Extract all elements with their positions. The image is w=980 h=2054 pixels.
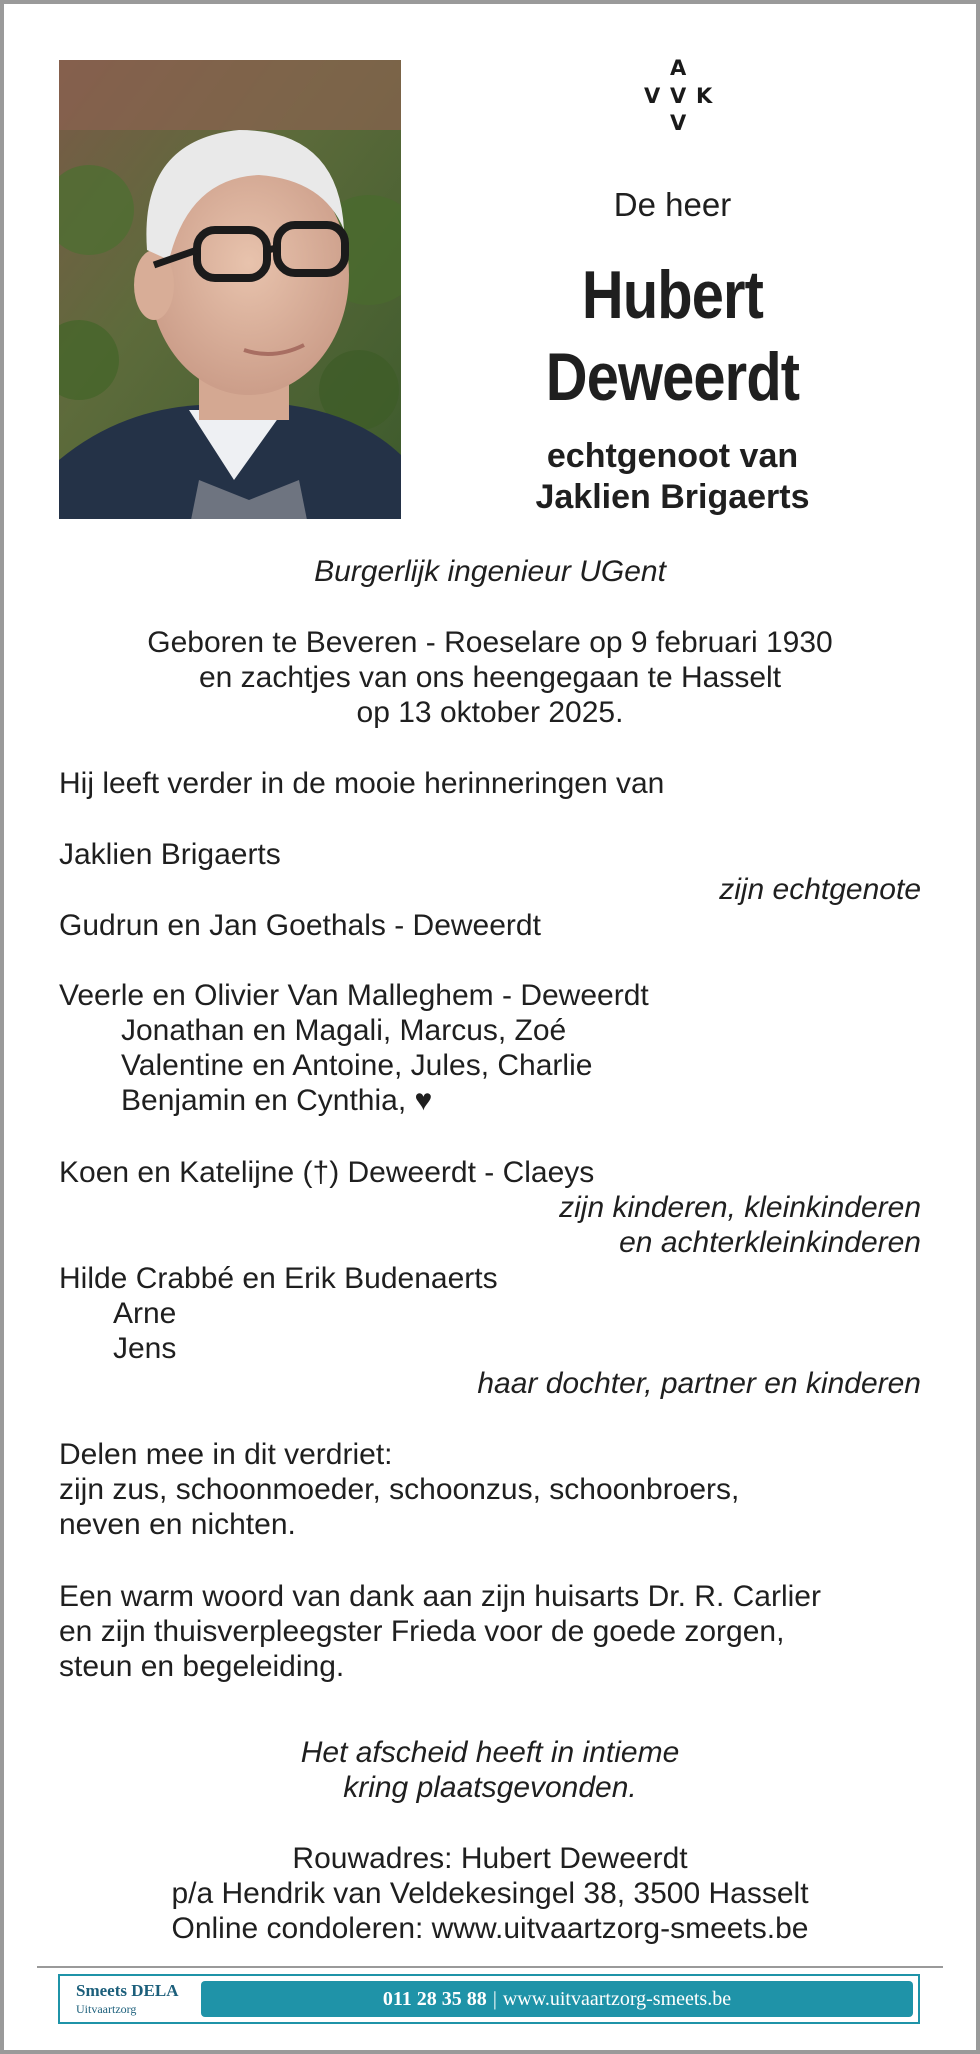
thanks-line-2: en zijn thuisverpleegster Frieda voor de goede zorgen, [59,1615,785,1648]
vvk-emblem [636,56,722,136]
date-line: op 13 oktober 2025. [356,696,624,729]
grandchildren-line-3: Benjamin en Cynthia, ♥ [121,1084,433,1117]
last-name: Deweerdt [545,339,800,415]
street-address: p/a Hendrik van Veldekesingel 38, 3500 Hasselt [171,1877,809,1910]
stepdaughter-child-1: Arne [113,1297,177,1330]
vvk-bottom-letter: V [670,111,687,135]
profession: Burgerlijk ingenieur UGent [314,555,666,588]
birth-death-block [59,625,921,730]
funeral-home-banner [58,1974,920,2024]
deceased-name [500,254,844,418]
stepdaughter-role: haar dochter, partner en kinderen [477,1367,921,1400]
contact-block [59,1841,921,1946]
stepdaughter-child-2: Jens [113,1332,177,1365]
thanks-line-3: steun en begeleiding. [59,1650,345,1683]
stepdaughter-name: Hilde Crabbé en Erik Budenaerts [59,1262,498,1295]
farewell-line-2: kring plaatsgevonden. [343,1771,637,1804]
share-grief-line-2: zijn zus, schoonmoeder, schoonzus, schoonbroers, [59,1473,740,1506]
funeral-home-logo: Smeets DELA [76,1981,179,2000]
contact-separator: | [492,1988,497,2010]
vvk-center-letter: V [670,84,687,108]
grandchildren-line-2: Valentine en Antoine, Jules, Charlie [121,1049,593,1082]
child-entry-1: Gudrun en Jan Goethals - Deweerdt [59,909,541,942]
thanks-block [59,1579,921,1684]
spouse-entry: Jaklien Brigaerts [59,838,281,871]
honorific: De heer [613,186,732,223]
spouse-relation [470,436,875,518]
funeral-home-logo-subtitle: Uitvaartzorg [76,2002,137,2016]
footer-divider [37,1966,943,1968]
farewell-line-1: Het afscheid heeft in intieme [300,1736,680,1769]
child-entry-3: Koen en Katelijne (†) Deweerdt - Claeys [59,1156,595,1189]
mourning-address: Rouwadres: Hubert Deweerdt [292,1842,688,1875]
portrait-photo [59,60,401,519]
first-name: Hubert [581,257,764,333]
birth-line: Geboren te Beveren - Roeselare op 9 februari 1930 [147,626,833,659]
online-condolences: Online condoleren: www.uitvaartzorg-smeets.be [171,1912,809,1945]
website-link[interactable]: www.uitvaartzorg-smeets.be [502,1988,732,2010]
children-role-line-2: en achterkleinkinderen [619,1226,921,1259]
passing-line: en zachtjes van ons heengegaan te Hasselt [198,661,782,694]
vvk-left-letter: V [644,84,661,108]
share-grief-line-1: Delen mee in dit verdriet: [59,1438,393,1471]
grandchildren-line-1: Jonathan en Magali, Marcus, Zoé [121,1014,567,1047]
thanks-line-1: Een warm woord van dank aan zijn huisarts Dr. R. Carlier [59,1580,821,1613]
share-grief-block [59,1437,921,1542]
spouse-role: zijn echtgenote [719,873,921,906]
contact-bar [201,1981,913,2017]
farewell-block [59,1735,921,1805]
phone-number[interactable]: 011 28 35 88 [382,1988,487,2010]
vvk-top-letter: A [670,56,687,80]
child-2-name: Veerle en Olivier Van Malleghem - Deweerdt [59,979,649,1012]
share-grief-line-3: neven en nichten. [59,1508,296,1541]
spouse-name: Jaklien Brigaerts [535,478,810,516]
vvk-right-letter: K [696,84,713,108]
children-role-line-1: zijn kinderen, kleinkinderen [559,1191,921,1224]
survived-intro: Hij leeft verder in de mooie herinneringen van [59,767,665,800]
child-entry-2 [59,978,921,1118]
children-role [559,1190,921,1260]
stepdaughter-entry [59,1261,921,1366]
relation-label: echtgenoot van [546,437,799,475]
